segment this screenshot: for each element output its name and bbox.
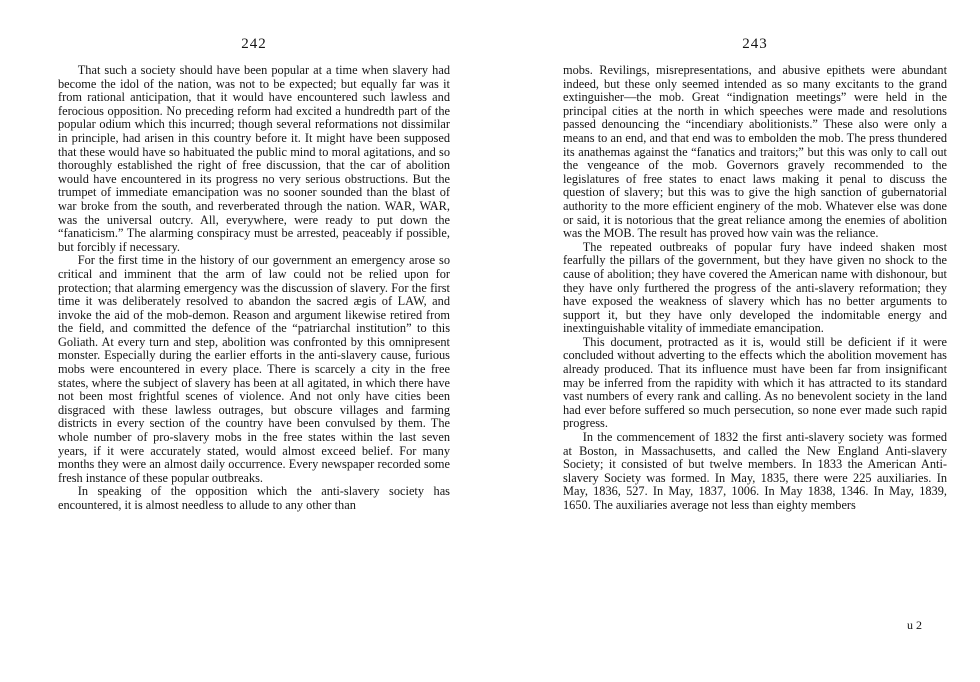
page-number-left: 242 <box>241 36 267 52</box>
left-page <box>58 0 450 682</box>
right-page-text <box>563 64 947 513</box>
paragraph: This document, protracted as it is, would still be deficient if it were concluded without adverting to the effects which the abolition movement has already produced. That its influence must have been far from insignificant may be inferred from the rapidity with which it has attracted to its standard vast numbers of every rank and calling. As no benevolent society in the land had ever before suffered so much persecution, so none ever made such rapid progress. <box>563 334 947 431</box>
paragraph: The repeated outbreaks of popular fury have indeed shaken most fearfully the pillars of the government, but they have given no shock to the cause of abolition; they have covered the American name with dishonour, but they have only furthered the progress of the anti-slavery reformation; they have exposed the weakness of slavery which has no better arguments to support it, but they have only developed the indomitable energy and inextinguishable vitality of immediate emancipation. <box>563 239 947 336</box>
signature-mark: u 2 <box>907 618 922 632</box>
right-page <box>563 0 947 682</box>
paragraph: For the first time in the history of our government an emergency arose so critical and imminent that the arm of law could not be relied upon for protection; that alarming emergency was the discussion of slavery. For the first time it was deliberately resolved to abandon the sacred ægis of LAW, and invoke the aid of the mob-demon. Reason and argument likewise retired from the field, and committed the defence of the “patriarchal institution” to this Goliath. At every turn and step, abolition was confronted by this omnipresent monster. Especially during the earlier efforts in the anti-slavery cause, furious mobs were encountered in every place. There is scarcely a city in the free states, where the subject of slavery has been at all agitated, in which there have not been most frightful scenes of violence. And not only have cities been disgraced with these lawless outrages, but obscure villages and farming districts in every section of the country have been convulsed by them. The whole number of pro-slavery mobs in the free states within the last seven years, if it were accurately stated, would almost exceed belief. For many months they were an almost daily occurrence. Every newspaper recorded some fresh instance of these popular outbreaks. <box>58 253 450 485</box>
paragraph: In speaking of the opposition which the anti-slavery society has encountered, it is almost needless to allude to any other than <box>58 484 450 512</box>
paragraph: In the commencement of 1832 the first anti-slavery society was formed at Boston, in Massachusetts, and called the New England Anti-slavery Society; it consisted of but twelve members. In 1833 the American Anti-slavery Society was formed. In May, 1835, there were 225 auxiliaries. In May, 1836, 527. In May, 1837, 1006. In May 1838, 1346. In May, 1839, 1650. The auxiliaries average not less than eighty members <box>563 430 947 512</box>
paragraph: That such a society should have been popular at a time when slavery had become the idol of the nation, was not to be expected; but equally far was it from rational anticipation, that it would have encountered such lawless and ferocious opposition. No preceding reform had excited a hundredth part of the popular odium which this incurred; though several reformations not dissimilar in principle, had arisen in this country before it. It might have been supposed that these would have so habituated the public mind to moral agitations, and so thoroughly established the right of free discussion, that the car of abolition would have encountered in its progress no very serious obstructions. But the trumpet of immediate emancipation was no sooner sounded than the blast of war broke from the south, and reverberated through the nation. WAR, WAR, was the universal outcry. All, everywhere, were ready to put down the “fanaticism.” The alarming conspiracy must be arrested, peaceably if possible, but forcibly if necessary. <box>58 63 450 254</box>
left-page-text <box>58 64 450 513</box>
paragraph: mobs. Revilings, misrepresentations, and abusive epithets were abundant indeed, but these only seemed intended as so many excitants to the grand extinguisher—the mob. Great “indignation meetings” were held in the principal cities at the north in which speeches were made and resolutions passed denouncing the “incendiary abolitionists.” These also were only a means to an end, and that end was to embolden the mob. The press thundered its anathemas against the “fanatics and traitors;” but this was only to call out the vengeance of the mob. Governors gravely recommended to the legislatures of free states to enact laws making it penal to discuss the question of slavery; but this was to give the high sanction of gubernatorial authority to the more efficient enginery of the mob. Whatever else was done or said, it is notorious that the great reliance among the enemies of abolition was the MOB. The result has proved how vain was the reliance. <box>563 63 947 241</box>
page-number-right: 243 <box>742 36 768 52</box>
